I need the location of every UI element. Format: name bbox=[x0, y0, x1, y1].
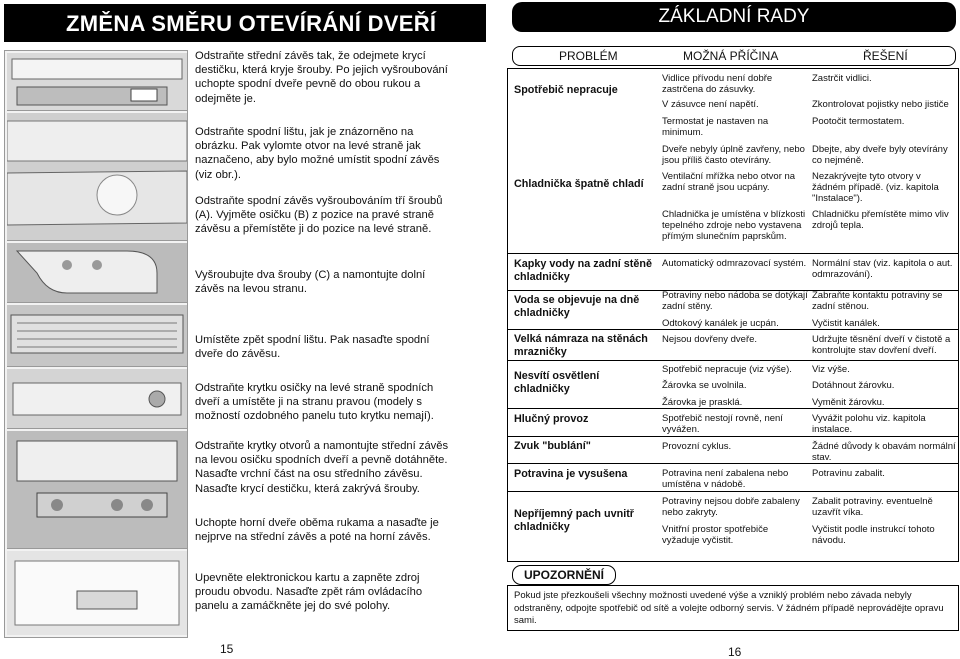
cause-14: Spotřebič nestojí rovně, není vyvážen. bbox=[662, 413, 783, 436]
solution-11: Viz výše. bbox=[812, 364, 850, 375]
instruction-9: Upevněte elektronickou kartu a zapněte zdroj proudu obvodu. Nasaďte zpět rám ovládacího panelu a zamáčkněte jej do své polohy. bbox=[195, 572, 423, 613]
cause-3: Termostat je nastaven na minimum. bbox=[662, 116, 769, 139]
cause-6: Chladnička je umístěna v blízkosti tepelného zdroje nebo vystavena přímým slunečním paprskům. bbox=[662, 209, 806, 243]
solution-13: Vyměnit žárovku. bbox=[812, 397, 885, 408]
page-number-left: 15 bbox=[220, 642, 234, 656]
lower-hinge-photo bbox=[7, 243, 187, 303]
header-problem: PROBLÉM bbox=[559, 49, 618, 63]
solution-6: Chladničku přemístěte mimo vliv zdrojů tepla. bbox=[812, 209, 949, 232]
solution-3: Pootočit termostatem. bbox=[812, 116, 905, 127]
cause-12: Žárovka se uvolnila. bbox=[662, 380, 747, 391]
hinge-photo bbox=[7, 53, 187, 111]
solution-14: Vyvážit polohu viz. kapitola instalace. bbox=[812, 413, 926, 436]
cause-2: V zásuvce není napětí. bbox=[662, 99, 759, 110]
solution-8: Zabraňte kontaktu potraviny se zadní stěnou. bbox=[812, 290, 943, 313]
cause-13: Žárovka je prasklá. bbox=[662, 397, 743, 408]
cause-5: Ventilační mřížka nebo otvor na zadní straně jsou ucpány. bbox=[662, 171, 796, 194]
solution-15: Žádné důvody k obavám normální stav. bbox=[812, 441, 956, 464]
cause-17: Potraviny nejsou dobře zabaleny nebo zakryty. bbox=[662, 496, 800, 519]
cause-9: Odtokový kanálek je ucpán. bbox=[662, 318, 779, 329]
solution-7: Normální stav (viz. kapitola o aut. odmrazování). bbox=[812, 258, 953, 281]
solution-17: Zabalit potraviny. eventuelně uzavřít víka. bbox=[812, 496, 933, 519]
solution-4: Dbejte, aby dveře byly otevírány co nejméně. bbox=[812, 144, 948, 167]
page-title-left: ZMĚNA SMĚRU OTEVÍRÁNÍ DVEŘÍ bbox=[4, 4, 486, 42]
grille-photo bbox=[7, 305, 187, 367]
cause-10: Nejsou dovřeny dveře. bbox=[662, 334, 758, 345]
problem-8: Zvuk "bublání" bbox=[514, 440, 591, 452]
divider bbox=[507, 253, 959, 254]
page-title-right: ZÁKLADNÍ RADY bbox=[512, 2, 956, 32]
problem-3: Kapky vody na zadní stěně chladničky bbox=[514, 258, 653, 283]
problem-4: Voda se objevuje na dně chladničky bbox=[514, 294, 640, 319]
instruction-6: Odstraňte krytku osičky na levé straně spodních dveří a umístěte ji na stranu pravou (modely s možností ozdobného panelu tuto krytku nemají). bbox=[195, 382, 434, 423]
problem-2: Chladnička špatně chladí bbox=[514, 178, 644, 190]
instruction-4: Vyšroubujte dva šrouby (C) a namontujte dolní závěs na levou stranu. bbox=[195, 269, 426, 296]
control-panel-photo bbox=[7, 551, 187, 635]
instruction-7: Odstraňte krytky otvorů a namontujte střední závěs na levou osičku spodních dveří a pevně dotáhněte. Nasaďte vrchní část na osu středního závěsu. Nasaďte krycí destičku, která zakrývá šrouby. bbox=[195, 440, 449, 495]
divider bbox=[507, 491, 959, 492]
divider bbox=[507, 360, 959, 361]
problem-1: Spotřebič nepracuje bbox=[514, 84, 618, 96]
solution-18: Vyčistit podle instrukcí tohoto návodu. bbox=[812, 524, 935, 547]
photo-column bbox=[4, 50, 188, 638]
base-strip-photo bbox=[7, 113, 187, 241]
cause-18: Vnitřní prostor spotřebiče vyžaduje vyčistit. bbox=[662, 524, 769, 547]
problem-5: Velká námraza na stěnách mrazničky bbox=[514, 333, 648, 358]
solution-10: Udržujte těsnění dveří v čistotě a kontrolujte stav dovření dveří. bbox=[812, 334, 951, 357]
page-number-right: 16 bbox=[728, 645, 742, 659]
solution-5: Nezakrývejte tyto otvory v žádném případě. (viz. kapitola "Instalace"). bbox=[812, 171, 939, 205]
cause-16: Potravina není zabalena nebo umístěna v nádobě. bbox=[662, 468, 789, 491]
cause-8: Potraviny nebo nádoba se dotýkají zadní stěny. bbox=[662, 290, 808, 313]
cause-4: Dveře nebyly úplně zavřeny, nebo jsou příliš často otevírány. bbox=[662, 144, 805, 167]
problem-9: Potravina je vysušena bbox=[514, 468, 628, 480]
header-cause: MOŽNÁ PŘÍČINA bbox=[683, 49, 779, 63]
instruction-3: Odstraňte spodní závěs vyšroubováním tří šroubů (A). Vyjměte osičku (B) z pozice na pravé straně závěsu a přemístěte ji do pozice na levé straně. bbox=[195, 195, 443, 236]
middle-hinge-photo bbox=[7, 431, 187, 549]
cause-11: Spotřebič nepracuje (viz výše). bbox=[662, 364, 792, 375]
door-pin-photo bbox=[7, 369, 187, 429]
service-notice: Pokud jste přezkoušeli všechny možnosti uvedené výše a vzniklý problém nebo závada nebyly odstraněny, odpojte spotřebič od sítě a volejte odborný servis. V žádném případě neprovádějte opravu sami. bbox=[507, 585, 959, 631]
cause-1: Vidlice přívodu není dobře zastrčena do zásuvky. bbox=[662, 73, 773, 96]
cause-15: Provozní cyklus. bbox=[662, 441, 732, 452]
table-header bbox=[512, 46, 956, 66]
instruction-1: Odstraňte střední závěs tak, že odejmete krycí destičku, která kryje šrouby. Po jejich vyšroubování uchopte spodní dveře pevně do obou rukou a odejměte je. bbox=[195, 50, 448, 105]
warning-label: UPOZORNĚNÍ bbox=[512, 565, 616, 585]
instruction-2: Odstraňte spodní lištu, jak je znázorněno na obrázku. Pak vylomte otvor na levé straně jak naznačeno, aby bylo možné umístit spodní závěs (viz obr.). bbox=[195, 126, 440, 181]
problem-7: Hlučný provoz bbox=[514, 413, 589, 425]
instruction-5: Umístěte zpět spodní lištu. Pak nasaďte spodní dveře do závěsu. bbox=[195, 334, 430, 361]
instruction-8: Uchopte horní dveře oběma rukama a nasaďte je nejprve na střední závěs a poté na horní závěs. bbox=[195, 517, 439, 544]
problem-6: Nesvítí osvětlení chladničky bbox=[514, 370, 600, 395]
problem-10: Nepříjemný pach uvnitř chladničky bbox=[514, 508, 634, 533]
cause-7: Automatický odmrazovací systém. bbox=[662, 258, 807, 269]
solution-9: Vyčistit kanálek. bbox=[812, 318, 880, 329]
solution-1: Zastrčit vidlici. bbox=[812, 73, 872, 84]
solution-12: Dotáhnout žárovku. bbox=[812, 380, 895, 391]
solution-16: Potravinu zabalit. bbox=[812, 468, 885, 479]
solution-2: Zkontrolovat pojistky nebo jističe bbox=[812, 99, 949, 110]
divider bbox=[507, 436, 959, 437]
header-solution: ŘEŠENÍ bbox=[863, 49, 908, 63]
